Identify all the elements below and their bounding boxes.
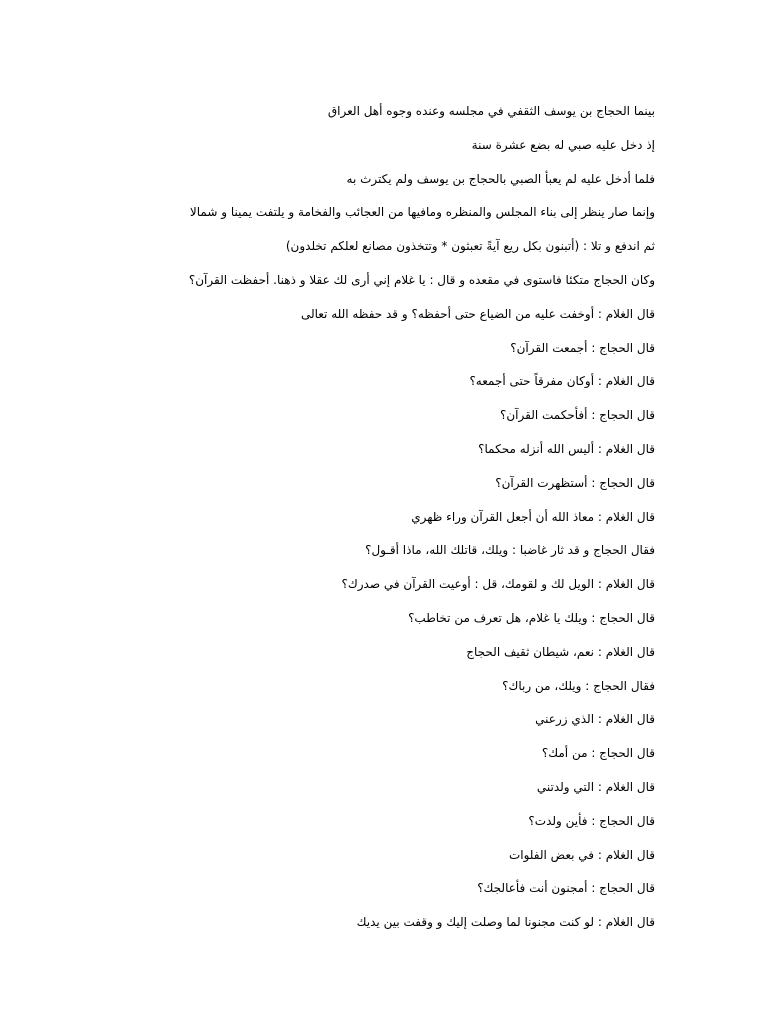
text-line: فقال الحجاج : ويلك، من رباك؟ bbox=[502, 678, 655, 693]
text-line: وإنما صار ينظر إلى بناء المجلس والمنظره ومافيها من العجائب والفخامة و يلتفت يمينا و شمالا bbox=[189, 205, 655, 220]
text-line: قال الغلام : نعم، شيطان ثقيف الحجاج bbox=[466, 644, 655, 659]
text-line: قال الغلام : أوخفت عليه من الضياع حتى أحفظه؟ و قد حفظه الله تعالى bbox=[300, 306, 655, 321]
document-body bbox=[15, 100, 655, 945]
text-line: فلما أدخل عليه لم يعبأ الصبي بالحجاج بن يوسف ولم يكترث به bbox=[346, 171, 655, 186]
text-line: قال الغلام : أليس الله أنزله محكما؟ bbox=[478, 441, 655, 456]
text-line: قال الحجاج : أفأحكمت القرآن؟ bbox=[500, 408, 655, 423]
text-line: قال الغلام : الويل لك و لقومك، قل : أوعيت القرآن في صدرك؟ bbox=[341, 577, 655, 592]
text-line: وكان الحجاج متكئا فاستوى في مقعده و قال : يا غلام إني أرى لك عقلا و ذهنا. أحفظت القرآن؟ bbox=[188, 272, 655, 287]
text-line: قال الحجاج : أستظهرت القرآن؟ bbox=[495, 475, 655, 490]
text-line: قال الغلام : أوكان مفرقاً حتى أجمعه؟ bbox=[469, 374, 655, 389]
text-line: إذ دخل عليه صبي له بضع عشرة سنة bbox=[471, 137, 655, 152]
text-line: قال الحجاج : ويلك يا غلام، هل تعرف من تخاطب؟ bbox=[408, 610, 655, 625]
text-line: بينما الحجاج بن يوسف الثقفي في مجلسه وعنده وجوه أهل العراق bbox=[327, 104, 655, 118]
text-line: قال الحجاج : من أمك؟ bbox=[541, 746, 655, 761]
text-line: قال الغلام : التي ولدتني bbox=[536, 779, 655, 794]
text-line: ثم اندفع و تلا : (أتبنون بكل ريع آيةً تعبثون * وتتخذون مصانع لعلكم تخلدون) bbox=[285, 239, 655, 254]
text-line: قال الحجاج : أجمعت القرآن؟ bbox=[510, 340, 655, 355]
text-line: قال الغلام : معاذ الله أن أجعل القرآن وراء ظهري bbox=[411, 509, 655, 524]
text-line: قال الحجاج : فأين ولدت؟ bbox=[528, 813, 655, 828]
text-line: فقال الحجاج و قد ثار غاضبا : ويلك، قاتلك الله، ماذا أقـول؟ bbox=[365, 543, 655, 558]
text-line: قال الغلام : لو كنت مجنونا لما وصلت إليك و وقفت بين يديك bbox=[356, 915, 655, 930]
text-line: قال الغلام : الذي زرعني bbox=[535, 712, 655, 727]
text-line: قال الحجاج : أمجنون أنت فأعالجك؟ bbox=[477, 881, 655, 896]
text-line: قال الغلام : في بعض الفلوات bbox=[508, 847, 655, 862]
